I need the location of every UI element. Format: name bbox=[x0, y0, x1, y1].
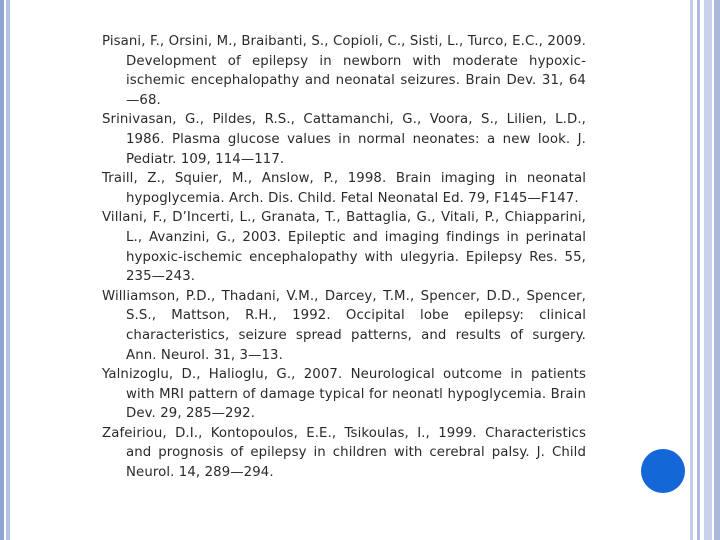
reference-entry-traill: Traill, Z., Squier, M., Anslow, P., 1998. Brain imaging in neonatal hypoglycemia. Arch. Dis. Child. Fetal Neonatal Ed. 79, F145—F147. bbox=[102, 171, 586, 206]
reference-entry-villani: Villani, F., D’Incerti, L., Granata, T., Battaglia, G., Vitali, P., Chiapparini, L., Avanzini, G., 2003. Epileptic and imaging findings in perinatal hypoxic-ischemic encephalopathy with ulegyria. Epilepsy Res. 55, 235—243. bbox=[102, 210, 586, 285]
reference-entry-zafeiriou: Zafeiriou, D.I., Kontopoulos, E.E., Tsikoulas, I., 1999. Characteristics and prognosis of epilepsy in children with cerebral palsy. J. Child Neurol. 14, 289—294. bbox=[102, 425, 586, 481]
reference-entry-yalnizoglu: Yalnizoglu, D., Halioglu, G., 2007. Neurological outcome in patients with MRI pattern of damage typical for neonatl hypoglycemia. Brain Dev. 29, 285—292. bbox=[102, 367, 586, 422]
slide-frame-right bbox=[690, 0, 720, 540]
reference-entry-srinivasan: Srinivasan, G., Pildes, R.S., Cattamanchi, G., Voora, S., Lilien, L.D., 1986. Plasma glucose values in normal neonates: a new look. J. Pediatr. 109, 114—117. bbox=[102, 112, 586, 167]
slide-nav-circle-button[interactable] bbox=[641, 449, 685, 493]
reference-entry-williamson: Williamson, P.D., Thadani, V.M., Darcey, T.M., Spencer, D.D., Spencer, S.S., Mattson, R.H., 1992. Occipital lobe epilepsy: clinical characteristics, seizure spread patterns, and results of surgery. Ann. Neurol. 31, 3—13. bbox=[102, 288, 586, 363]
slide-frame-left bbox=[0, 0, 14, 540]
reference-list bbox=[102, 32, 586, 483]
reference-entry-pisani: Pisani, F., Orsini, M., Braibanti, S., Copioli, C., Sisti, L., Turco, E.C., 2009. Development of epilepsy in newborn with moderate hypoxic-ischemic encephalopathy and neonatal seizures. Brain Dev. 31, 64—68. bbox=[102, 34, 586, 108]
